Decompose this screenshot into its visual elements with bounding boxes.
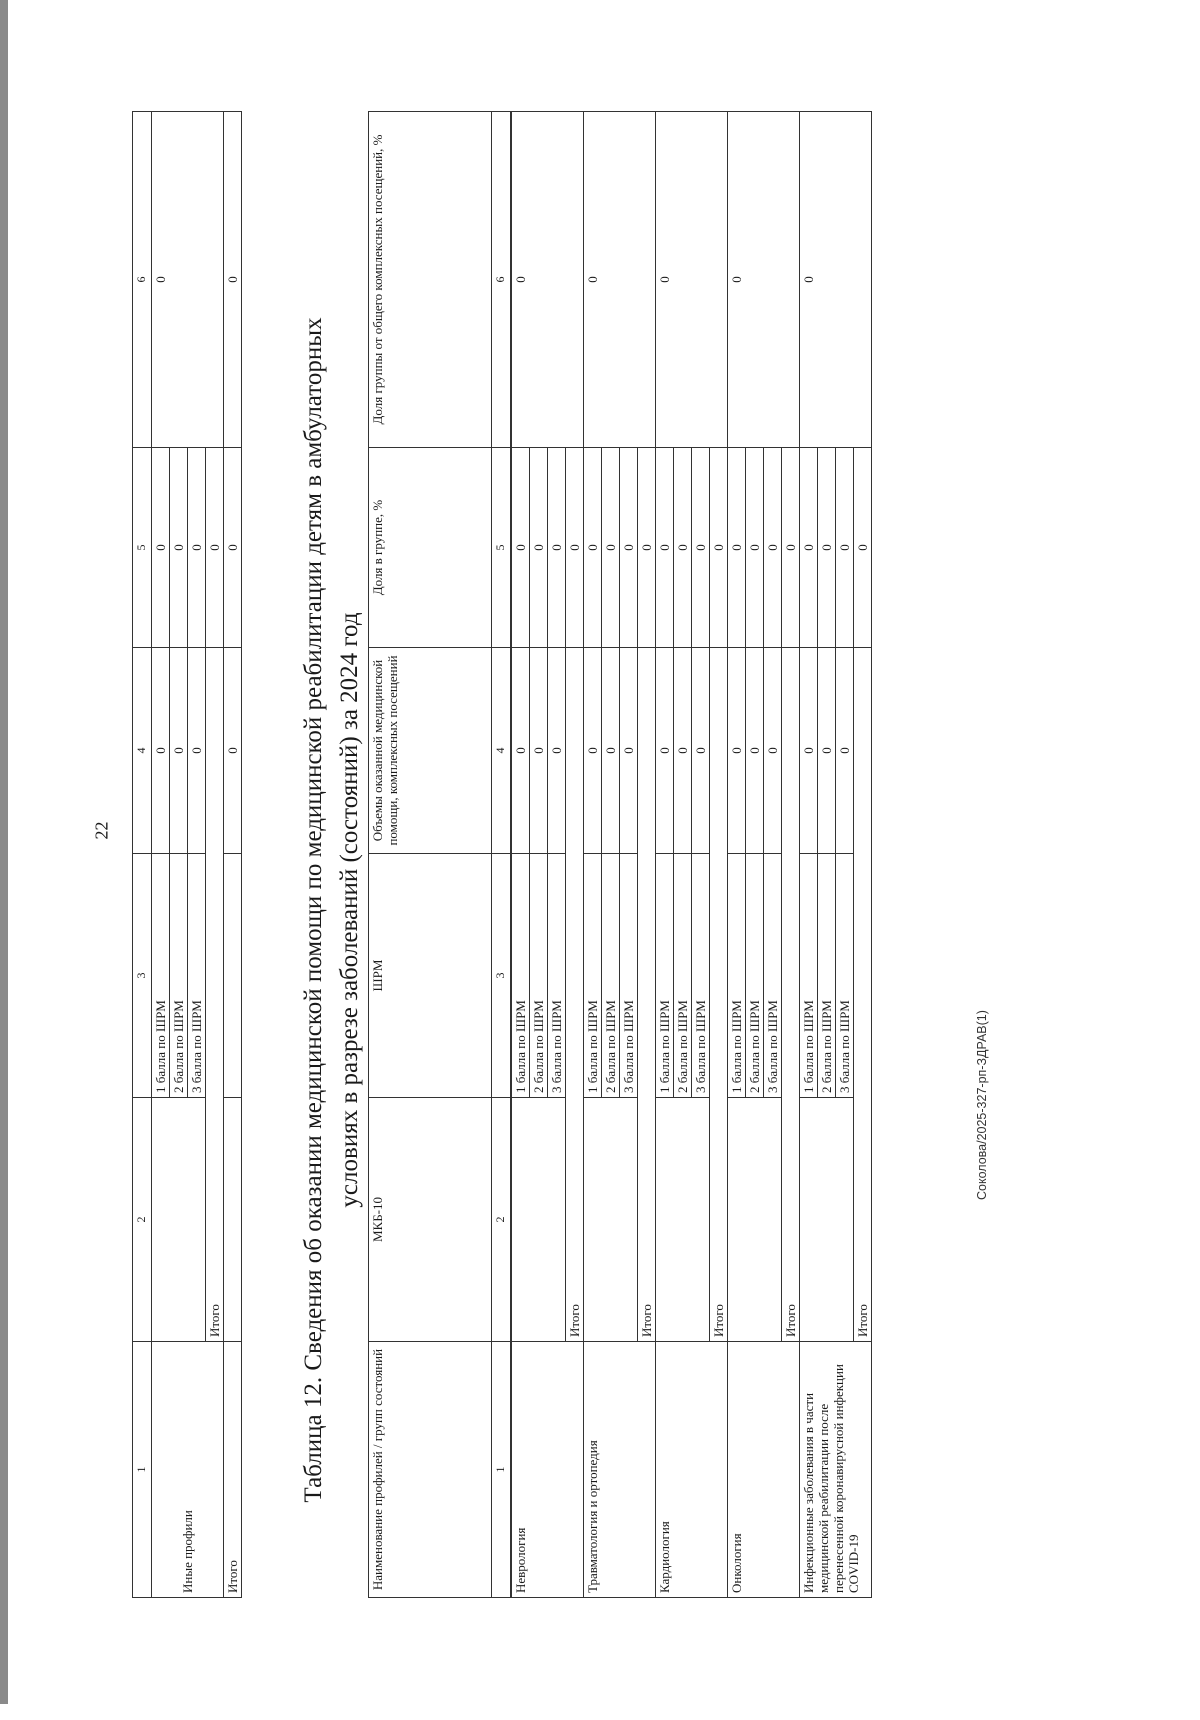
group-subtotal-label: Итого: [854, 648, 872, 1342]
group-shrm: 2 балла по ШРМ: [818, 854, 836, 1098]
top-group-share: 0: [152, 112, 224, 448]
top-icd-cell: [152, 1098, 206, 1342]
group-shrm: 2 балла по ШРМ: [746, 854, 764, 1098]
group-share: 0: [746, 448, 764, 648]
group-share: 0: [836, 448, 854, 648]
group-row: [512, 112, 530, 1598]
group-share: 0: [602, 448, 620, 648]
top-table: [132, 112, 242, 1598]
group-row: [656, 112, 674, 1598]
table12-title: [296, 100, 368, 1720]
top-volume-1: 0: [152, 648, 170, 854]
top-row-1: [152, 112, 170, 1598]
group-volume: 0: [548, 648, 566, 854]
top-shrm-1: 1 балла по ШРМ: [152, 854, 170, 1098]
group-name: Онкология: [728, 1342, 800, 1598]
group-shrm: 3 балла по ШРМ: [836, 854, 854, 1098]
group-volume: 0: [674, 648, 692, 854]
group-volume: 0: [656, 648, 674, 854]
index-3: 3: [492, 854, 511, 1098]
page-number: 22: [91, 821, 112, 840]
group-icd-cell: [512, 1098, 566, 1342]
group-share: 0: [656, 448, 674, 648]
top-share-3: 0: [188, 448, 206, 648]
index-4: 4: [492, 648, 511, 854]
top-index-3: 3: [133, 854, 152, 1098]
group-total-share: 0: [728, 112, 800, 448]
group-share: 0: [674, 448, 692, 648]
group-shrm: 1 балла по ШРМ: [728, 854, 746, 1098]
group-shrm: 2 балла по ШРМ: [530, 854, 548, 1098]
index-2: 2: [492, 1098, 511, 1342]
index-6: 6: [492, 112, 511, 448]
top-total-row: [224, 112, 242, 1598]
group-volume: 0: [836, 648, 854, 854]
table12-index-row: [492, 112, 511, 1598]
group-name: Травматология и ортопедия: [584, 1342, 656, 1598]
top-subtotal-label: Итого: [206, 648, 224, 1342]
group-subtotal-label: Итого: [638, 648, 656, 1342]
group-volume: 0: [728, 648, 746, 854]
top-shrm-3: 3 балла по ШРМ: [188, 854, 206, 1098]
top-share-2: 0: [170, 448, 188, 648]
header-shrm: ШРМ: [369, 854, 492, 1098]
group-shrm: 1 балла по ШРМ: [512, 854, 530, 1098]
group-volume: 0: [584, 648, 602, 854]
top-total-blank-2: [224, 854, 242, 1098]
group-icd-cell: [656, 1098, 710, 1342]
group-volume: 0: [530, 648, 548, 854]
group-subtotal-label: Итого: [782, 648, 800, 1342]
table12-body: [511, 111, 872, 1598]
group-subtotal-share: 0: [566, 448, 584, 648]
group-total-share: 0: [584, 112, 656, 448]
group-shrm: 1 балла по ШРМ: [800, 854, 818, 1098]
group-shrm: 3 балла по ШРМ: [620, 854, 638, 1098]
group-name: Инфекционные заболевания в части медицинской реабилитации после перенесенной коронавирусной инфекции COVID-19: [800, 1342, 872, 1598]
group-share: 0: [512, 448, 530, 648]
footer-stamp: Соколова/2025-327-рп-ЗДРАВ(1): [975, 1010, 989, 1200]
group-subtotal-label: Итого: [710, 648, 728, 1342]
group-shrm: 1 балла по ШРМ: [584, 854, 602, 1098]
header-volume: Объемы оказанной медицинской помощи, комплексных посещений: [369, 648, 492, 854]
group-row: [728, 112, 746, 1598]
top-index-5: 5: [133, 448, 152, 648]
group-share: 0: [530, 448, 548, 648]
top-index-6: 6: [133, 112, 152, 448]
group-share: 0: [764, 448, 782, 648]
group-shrm: 2 балла по ШРМ: [602, 854, 620, 1098]
group-share: 0: [728, 448, 746, 648]
group-volume: 0: [692, 648, 710, 854]
group-volume: 0: [602, 648, 620, 854]
group-subtotal-share: 0: [638, 448, 656, 648]
group-volume: 0: [764, 648, 782, 854]
header-icd10: МКБ-10: [369, 1098, 492, 1342]
group-icd-cell: [584, 1098, 638, 1342]
group-total-share: 0: [656, 112, 728, 448]
top-shrm-2: 2 балла по ШРМ: [170, 854, 188, 1098]
top-index-1: 1: [133, 1342, 152, 1598]
top-volume-2: 0: [170, 648, 188, 854]
table12-header-row: [369, 112, 492, 1598]
group-volume: 0: [746, 648, 764, 854]
group-volume: 0: [818, 648, 836, 854]
group-volume: 0: [800, 648, 818, 854]
top-share-1: 0: [152, 448, 170, 648]
group-share: 0: [620, 448, 638, 648]
index-1: 1: [492, 1342, 511, 1598]
group-subtotal-share: 0: [710, 448, 728, 648]
table12: [368, 112, 872, 1598]
group-total-share: 0: [512, 112, 584, 448]
group-subtotal-share: 0: [782, 448, 800, 648]
top-total-group-share: 0: [224, 112, 242, 448]
index-5: 5: [492, 448, 511, 648]
group-share: 0: [800, 448, 818, 648]
top-total-label: Итого: [224, 1342, 242, 1598]
top-total-blank: [224, 1098, 242, 1342]
table12-title-line1: Таблица 12. Сведения об оказании медицинской помощи по медицинской реабилитации детям в амбулаторных: [300, 317, 327, 1503]
group-shrm: 3 балла по ШРМ: [692, 854, 710, 1098]
group-shrm: 1 балла по ШРМ: [656, 854, 674, 1098]
group-shrm: 2 балла по ШРМ: [674, 854, 692, 1098]
group-volume: 0: [512, 648, 530, 854]
group-row: [584, 112, 602, 1598]
group-share: 0: [548, 448, 566, 648]
group-shrm: 3 балла по ШРМ: [764, 854, 782, 1098]
group-shrm: 3 балла по ШРМ: [548, 854, 566, 1098]
top-volume-3: 0: [188, 648, 206, 854]
group-subtotal-share: 0: [854, 448, 872, 648]
top-total-share: 0: [224, 448, 242, 648]
top-group-name: Иные профили: [152, 1342, 224, 1598]
group-share: 0: [692, 448, 710, 648]
top-index-row: [133, 112, 152, 1598]
group-row: [800, 112, 818, 1598]
scan-edge: [0, 0, 8, 1704]
top-total-volume: 0: [224, 648, 242, 854]
group-name: Неврология: [512, 1342, 584, 1598]
group-icd-cell: [728, 1098, 782, 1342]
header-share: Доля в группе, %: [369, 448, 492, 648]
header-profile: Наименование профилей / групп состояний: [369, 1342, 492, 1598]
group-icd-cell: [800, 1098, 854, 1342]
top-index-2: 2: [133, 1098, 152, 1342]
top-subtotal-share: 0: [206, 448, 224, 648]
group-subtotal-label: Итого: [566, 648, 584, 1342]
group-share: 0: [818, 448, 836, 648]
group-total-share: 0: [800, 112, 872, 448]
group-volume: 0: [620, 648, 638, 854]
table12-title-line2: условиях в разрезе заболеваний (состояний) за 2024 год: [336, 612, 363, 1208]
header-group-share: Доля группы от общего комплексных посещений, %: [369, 112, 492, 448]
group-name: Кардиология: [656, 1342, 728, 1598]
top-index-4: 4: [133, 648, 152, 854]
group-share: 0: [584, 448, 602, 648]
